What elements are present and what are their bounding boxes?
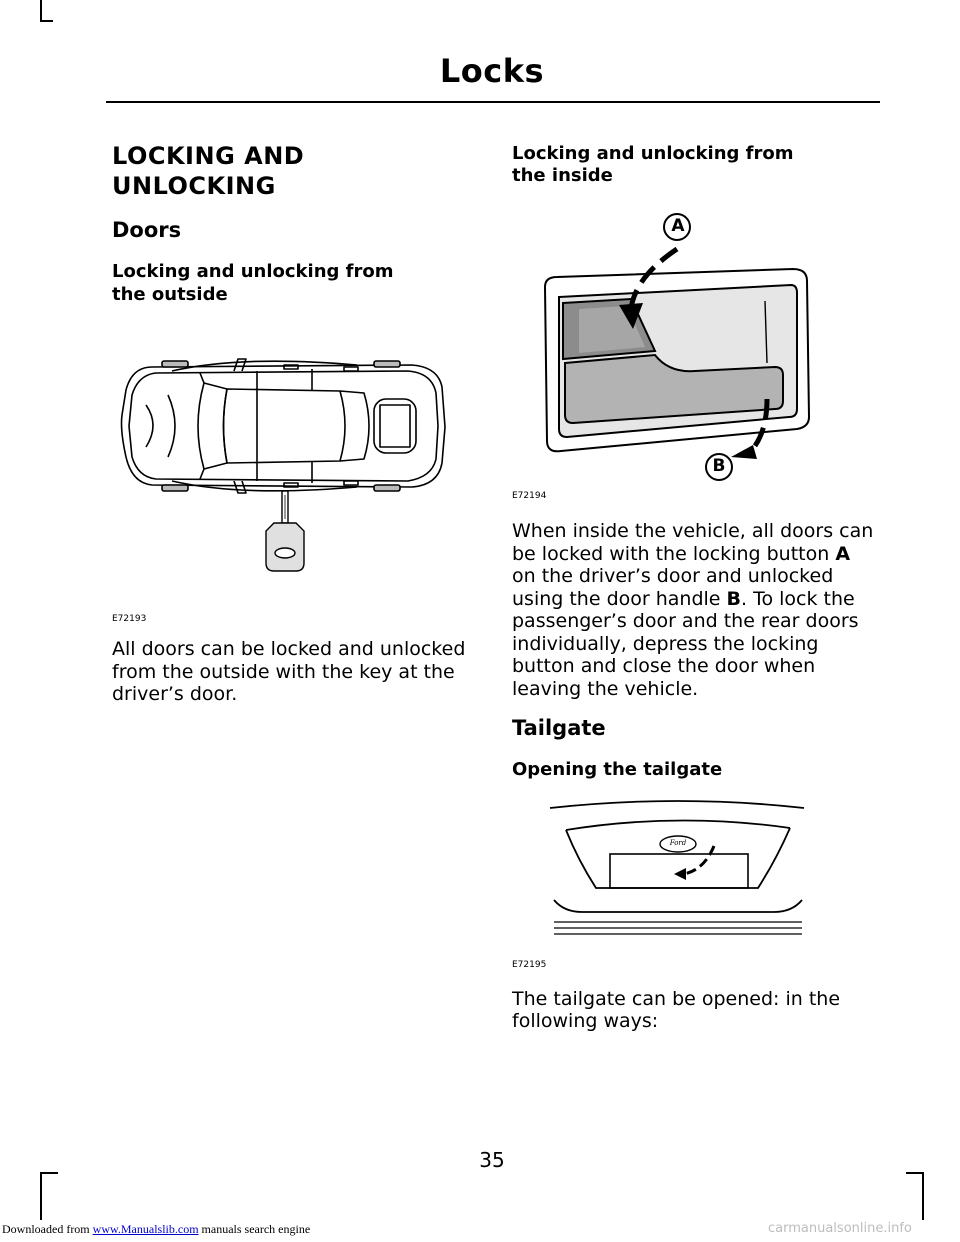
door-handle-illustration	[535, 205, 815, 485]
inside-paragraph-line3: on the driver’s door and unlocked	[512, 565, 834, 587]
tailgate-paragraph-line2: following ways:	[512, 1010, 659, 1032]
crop-mark	[40, 1172, 42, 1220]
callout-label-a: A	[671, 216, 685, 236]
figure-code-e72193: E72193	[112, 614, 147, 624]
roof	[224, 389, 346, 463]
subheading-doors: Doors	[112, 218, 182, 242]
crop-mark	[906, 1172, 924, 1174]
outside-paragraph-line2: from the outside with the key at the	[112, 661, 455, 683]
outside-paragraph-line1: All doors can be locked and unlocked	[112, 638, 466, 660]
crop-mark	[40, 1172, 58, 1174]
tailgate-paragraph-line1: The tailgate can be opened: in the	[512, 988, 841, 1010]
inside-paragraph	[512, 520, 873, 700]
callout-label-b: B	[712, 456, 726, 476]
footer-prefix: Downloaded from	[2, 1222, 90, 1236]
figure-code-e72195: E72195	[512, 960, 547, 970]
license-plate	[610, 854, 748, 888]
page-title: Locks	[439, 52, 545, 90]
inside-paragraph-line7: button and close the door when	[512, 655, 816, 677]
key-icon	[266, 491, 304, 571]
crop-mark	[40, 20, 53, 22]
watermark: carmanualsonline.info	[768, 1221, 912, 1236]
inside-paragraph-line5: passenger’s door and the rear doors	[512, 610, 859, 632]
subheading-tailgate: Tailgate	[512, 716, 606, 740]
subsubheading-inside-line1: Locking and unlocking from	[512, 143, 794, 164]
inside-paragraph-line6: individually, depress the locking	[512, 632, 819, 655]
inside-paragraph-line1: When inside the vehicle, all doors can	[512, 520, 874, 542]
tailgate-illustration	[548, 800, 808, 940]
section-heading-line2: UNLOCKING	[112, 172, 276, 200]
subsubheading-inside-line2: the inside	[512, 165, 613, 186]
section-heading-line1: LOCKING AND	[112, 142, 305, 170]
footer-suffix: manuals search engine	[201, 1222, 311, 1236]
inside-paragraph-line4: using the door handle B. To lock the	[512, 587, 855, 610]
title-rule	[106, 101, 880, 103]
ford-badge-text: Ford	[669, 839, 687, 847]
page-number: 35	[479, 1148, 505, 1172]
subsubheading-opening-tailgate: Opening the tailgate	[512, 759, 723, 780]
manualslib-link[interactable]: www.Manualslib.com	[92, 1222, 199, 1236]
figure-code-e72194: E72194	[512, 491, 547, 501]
subsubheading-outside-line2: the outside	[112, 284, 228, 305]
outside-paragraph-line3: driver’s door.	[112, 683, 238, 705]
crop-mark	[40, 0, 42, 22]
subsubheading-outside-line1: Locking and unlocking from	[112, 261, 394, 282]
download-footer	[2, 1222, 310, 1237]
inside-paragraph-line2: be locked with the locking button A	[512, 542, 851, 565]
inside-paragraph-line8: leaving the vehicle.	[512, 677, 699, 700]
windshield	[198, 383, 227, 469]
crop-mark	[922, 1172, 924, 1220]
car-body	[122, 365, 446, 487]
car-top-view-illustration	[112, 345, 452, 585]
